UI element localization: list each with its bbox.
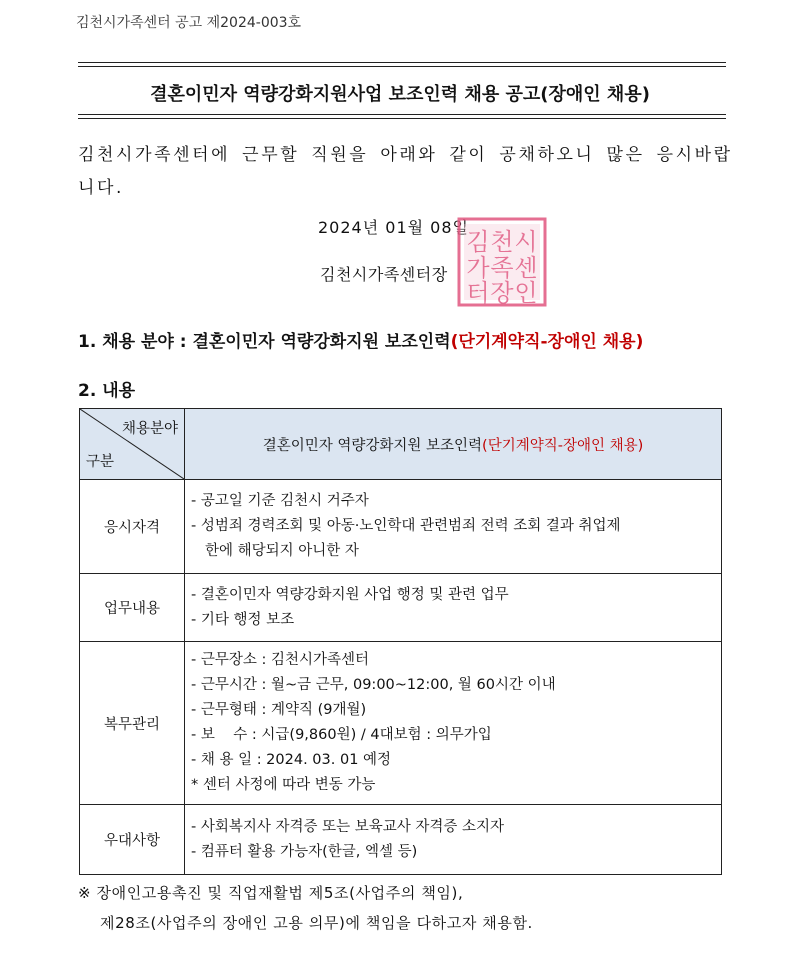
row-label-qualification: 응시자격 — [80, 480, 185, 574]
list-item: - 사회복지사 자격증 또는 보육교사 자격증 소지자 — [191, 818, 505, 835]
section-1-heading — [78, 327, 643, 352]
header-field-cell — [185, 409, 722, 480]
header-corner-cell — [80, 409, 185, 480]
notice-number: 김천시가족센터 공고 제2024-003호 — [76, 15, 302, 31]
list-item: - 근무시간 : 월~금 근무, 09:00~12:00, 월 60시간 이내 — [191, 677, 556, 693]
svg-text:장: 장 — [490, 279, 514, 307]
row-content-qualification — [185, 480, 722, 574]
title-bottom-rule-2 — [78, 118, 726, 119]
document-title: 결혼이민자 역량강화지원사업 보조인력 채용 공고(장애인 채용) — [150, 84, 650, 105]
row-label-service: 복무관리 — [80, 642, 185, 805]
section-2-heading: 2. 내용 — [78, 381, 136, 401]
row-label-preference: 우대사항 — [80, 805, 185, 875]
svg-text:시: 시 — [514, 228, 538, 256]
intro-text-line2: 니다. — [78, 178, 125, 198]
header-field: 결혼이민자 역량강화지원 보조인력 — [262, 437, 483, 454]
list-item: - 공고일 기준 김천시 거주자 — [191, 493, 369, 509]
list-item: - 결혼이민자 역량강화지원 사업 행정 및 관련 업무 — [191, 586, 509, 603]
row-content-duties — [185, 574, 722, 642]
svg-text:김: 김 — [466, 228, 490, 256]
section-1-highlight: (단기계약직-장애인 채용) — [450, 332, 644, 352]
official-seal-stamp — [456, 216, 548, 308]
list-item: - 기타 행정 보조 — [191, 611, 295, 628]
svg-text:천: 천 — [490, 228, 514, 256]
list-item: * 센터 사정에 따라 변동 가능 — [191, 777, 376, 793]
svg-text:가: 가 — [466, 254, 490, 282]
header-corner-bottom: 구분 — [86, 454, 115, 470]
table-row — [80, 805, 722, 875]
list-item: - 컴퓨터 활용 가능자(한글, 엑셀 등) — [191, 843, 418, 860]
title-bottom-rule — [78, 114, 726, 115]
row-label-duties: 업무내용 — [80, 574, 185, 642]
footnote-line1: ※ 장애인고용촉진 및 직업재활법 제5조(사업주의 책임), — [78, 884, 464, 902]
svg-text:인: 인 — [514, 279, 538, 307]
table-row — [80, 480, 722, 574]
row-content-service — [185, 642, 722, 805]
table-row — [80, 574, 722, 642]
list-item: - 채 용 일 : 2024. 03. 01 예정 — [191, 752, 392, 768]
list-item: - 근무형태 : 계약직 (9개월) — [191, 702, 367, 718]
title-top-rule-2 — [78, 66, 726, 67]
title-top-rule — [78, 62, 726, 63]
list-item: 한에 해당되지 아니한 자 — [205, 543, 359, 559]
table-header-row — [80, 409, 722, 480]
table-row — [80, 642, 722, 805]
svg-text:센: 센 — [514, 254, 538, 282]
footnote-line2: 제28조(사업주의 장애인 고용 의무)에 책임을 다하고자 채용함. — [100, 914, 533, 932]
section-1-label: 1. 채용 분야 : 결혼이민자 역량강화지원 보조인력 — [78, 332, 451, 352]
header-field-highlight: (단기계약직-장애인 채용) — [482, 437, 644, 454]
row-content-preference — [185, 805, 722, 875]
list-item: - 근무장소 : 김천시가족센터 — [191, 652, 370, 668]
intro-text-line1: 김천시가족센터에 근무할 직원을 아래와 같이 공채하오니 많은 응시바랍 — [78, 145, 733, 165]
header-corner-top: 채용분야 — [121, 421, 178, 437]
announcement-date: 2024년 01월 08일 — [318, 218, 469, 237]
signer: 김천시가족센터장 — [320, 265, 448, 284]
list-item: - 성범죄 경력조회 및 아동·노인학대 관련범죄 전력 조회 결과 취업제 — [191, 518, 621, 534]
svg-text:터: 터 — [466, 279, 490, 307]
list-item: - 보 수 : 시급(9,860원) / 4대보험 : 의무가입 — [191, 727, 492, 743]
svg-text:족: 족 — [490, 254, 514, 282]
content-table — [79, 408, 722, 875]
